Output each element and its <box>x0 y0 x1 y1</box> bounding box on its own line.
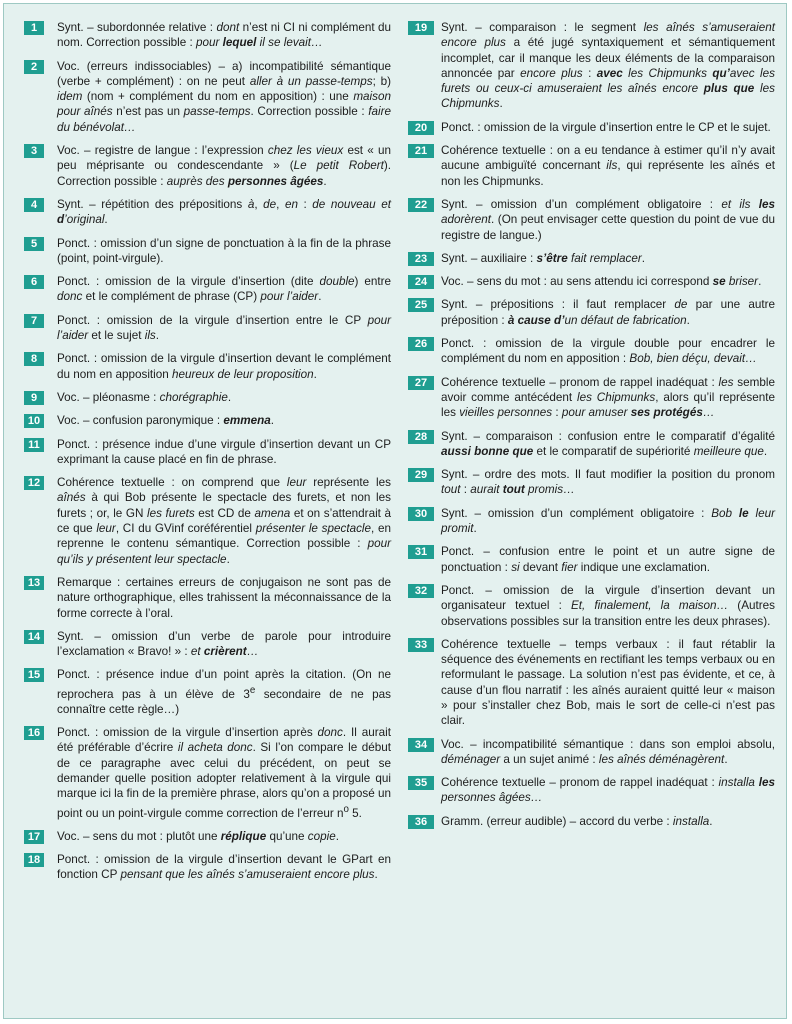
note-text: Voc. (erreurs indissociables) – a) incompatibilité sémantique (verbe + complément) : on ne peut aller à un passe-temps; b) idem (nom + complément du nom en apposition) : une maison pour aînés n’est pas un passe-temps. Correction possible : faire du bénévolat… <box>57 59 392 134</box>
note-text: Cohérence textuelle : on comprend que leur représente les aînés à qui Bob présente le spectacle des furets, et non les furets ; or, le GN les furets est CD de amena et on s’attendrait à ce que leur, CI du GVinf coréférentiel présenter le spectacle, en reprenne le contenu sémantique. Correction possible : pour qu’ils y présentent leur spectacle. <box>57 476 392 566</box>
note-number-badge: 25 <box>408 298 434 312</box>
note-item <box>408 737 775 768</box>
note-text: Ponct. : présence indue d’un point après la citation. (On ne reprochera pas à un élève de 3e secondaire de ne pas connaître cette règle…) <box>57 668 391 716</box>
note-text: Synt. – prépositions : il faut remplacer de par une autre préposition : à cause d’un défaut de fabrication. <box>441 298 775 327</box>
note-number-badge: 13 <box>24 576 44 590</box>
note-item <box>24 20 391 51</box>
note-number-badge: 16 <box>24 726 44 740</box>
note-item <box>408 336 775 367</box>
note-text: Synt. – omission d’un complément obligatoire : et ils les adorèrent. (On peut envisager cette question du point de vue du registre de langue.) <box>441 197 775 242</box>
note-number-badge: 22 <box>408 198 434 212</box>
note-text: Cohérence textuelle : on a eu tendance à estimer qu’il n’y avait aucune ambiguïté concernant ils, qui représente les aînés et non les Chipmunks. <box>441 144 775 188</box>
note-item <box>24 236 391 267</box>
note-item <box>408 544 775 575</box>
note-item <box>24 667 391 717</box>
note-text: Ponct. : omission d’un signe de ponctuation à la fin de la phrase (point, point-virgule). <box>57 236 391 265</box>
note-number-badge: 6 <box>24 275 44 289</box>
note-text: Synt. – subordonnée relative : dont n’est ni CI ni complément du nom. Correction possible : pour lequel il se levait… <box>57 21 392 50</box>
note-item <box>408 197 775 243</box>
corrections-panel <box>3 3 787 1019</box>
note-text: Voc. – incompatibilité sémantique : dans son emploi absolu, déménager a un sujet animé : les aînés déménagèrent. <box>441 737 775 766</box>
note-number-badge: 2 <box>24 60 44 74</box>
note-item <box>24 197 391 228</box>
note-item <box>24 575 391 621</box>
note-number-badge: 36 <box>408 815 434 829</box>
note-text: Remarque : certaines erreurs de conjugaison ne sont pas de nature orthographique, elles trahissent la méconnaissance de la forme correcte à l’oral. <box>57 575 391 620</box>
note-item <box>24 629 391 660</box>
note-text: Voc. – sens du mot : plutôt une réplique qu’une copie. <box>57 829 339 843</box>
note-item <box>408 429 775 460</box>
note-number-badge: 10 <box>24 414 44 428</box>
note-item <box>408 297 775 328</box>
note-text: Ponct. : présence indue d’une virgule d’insertion devant un CP exprimant la cause placé en fin de phrase. <box>57 437 391 466</box>
note-item <box>408 20 775 112</box>
note-item <box>408 583 775 629</box>
note-number-badge: 28 <box>408 430 434 444</box>
note-number-badge: 8 <box>24 352 44 366</box>
note-number-badge: 4 <box>24 198 44 212</box>
note-number-badge: 19 <box>408 21 434 35</box>
note-item <box>24 313 391 344</box>
note-number-badge: 33 <box>408 638 434 652</box>
note-number-badge: 31 <box>408 545 434 559</box>
note-number-badge: 15 <box>24 668 44 682</box>
note-text: Ponct. : omission de la virgule d’insertion après donc. Il aurait été préférable d’écrire il acheta donc. Si l’on compare le début de ce paragraphe avec celui du précédent, on peut se demander quelle position adopter relativement à la virgule qui marque ici la fin de la première phrase, alors qu’on a proposé un point ou un point-virgule comme correction de l’erreur $n^o$ 5. <box>57 726 391 820</box>
note-number-badge: 1 <box>24 21 44 35</box>
note-item <box>24 852 391 883</box>
note-text: Voc. – registre de langue : l’expression chez les vieux est « un peu méprisante ou condescendante » (Le petit Robert). Correction possible : auprès des personnes âgées. <box>57 144 392 188</box>
note-text: Synt. – répétition des prépositions à, de, en : de nouveau et d’original. <box>57 197 391 227</box>
note-text: Ponct. : omission de la virgule d’insertion (dite double) entre donc et le complément de phrase (CP) pour l’aider. <box>57 275 392 304</box>
note-item <box>24 437 391 468</box>
note-item <box>408 375 775 421</box>
note-text: Voc. – pléonasme : chorégraphie. <box>57 390 232 404</box>
note-number-badge: 5 <box>24 237 44 251</box>
note-item <box>24 143 391 189</box>
note-text: Ponct. : omission de la virgule d’insertion devant le complément du nom en apposition heureux de leur proposition. <box>57 352 391 381</box>
note-text: Synt. – auxiliaire : s’être fait remplacer. <box>441 251 645 265</box>
note-text: Ponct. : omission de la virgule d’insertion entre le CP pour l’aider et le sujet ils. <box>57 313 391 343</box>
note-text: Ponct. : omission de la virgule d’insertion devant le GPart en fonction CP pensant que les aînés s’amuseraient encore plus. <box>57 853 391 882</box>
note-text: Ponct. – omission de la virgule d’insertion devant un organisateur textuel : Et, finalement, la maison… (Autres observations possibles sur la transition entre les deux phrases). <box>441 583 775 628</box>
note-text: Cohérence textuelle – pronom de rappel inadéquat : les semble avoir comme antécédent les Chipmunks, alors qu’il représente les vieilles personnes : pour amuser ses protégés… <box>441 375 775 420</box>
note-text: Ponct. : omission de la virgule double pour encadrer le complément du nom en apposition : Bob, bien déçu, devait… <box>441 337 775 366</box>
note-number-badge: 20 <box>408 121 434 135</box>
note-number-badge: 17 <box>24 830 44 844</box>
note-text: Cohérence textuelle – pronom de rappel inadéquat : installa les personnes âgées… <box>441 776 775 805</box>
note-number-badge: 23 <box>408 252 434 266</box>
right-column <box>408 20 775 837</box>
note-text: Ponct. – confusion entre le point et un autre signe de ponctuation : si devant fier indique une exclamation. <box>441 545 775 574</box>
note-item <box>408 775 775 806</box>
note-item <box>408 467 775 498</box>
note-number-badge: 11 <box>24 438 44 452</box>
note-text: Voc. – sens du mot : au sens attendu ici correspond se briser. <box>441 275 762 289</box>
note-text: Gramm. (erreur audible) – accord du verbe : installa. <box>441 814 713 828</box>
note-text: Cohérence textuelle – temps verbaux : il faut rétablir la séquence des événements en rectifiant les temps verbaux ou en reformulant le passage. La solution n’est pas évidente, et ce, à cause d’un flou narratif : les aînés auraient quitté leur « maison » pour s’installer chez Bob, mais le sort de celle-ci n’est pas clair. <box>441 637 775 728</box>
note-item <box>408 814 775 829</box>
note-number-badge: 24 <box>408 275 434 289</box>
note-item <box>408 251 775 266</box>
note-number-badge: 35 <box>408 776 434 790</box>
note-item <box>408 637 775 729</box>
note-item <box>408 274 775 289</box>
note-item <box>24 475 391 567</box>
note-text: Voc. – confusion paronymique : emmena. <box>57 414 275 428</box>
note-number-badge: 9 <box>24 391 44 405</box>
note-item <box>24 59 391 135</box>
note-number-badge: 7 <box>24 314 44 328</box>
note-item <box>24 725 391 821</box>
note-item <box>24 413 391 428</box>
note-number-badge: 26 <box>408 337 434 351</box>
note-item <box>24 390 391 405</box>
note-number-badge: 18 <box>24 853 44 867</box>
note-text: Ponct. : omission de la virgule d’insertion entre le CP et le sujet. <box>441 120 771 134</box>
note-item <box>24 351 391 382</box>
note-number-badge: 14 <box>24 630 44 644</box>
note-number-badge: 27 <box>408 376 434 390</box>
note-number-badge: 3 <box>24 144 44 158</box>
note-item <box>24 274 391 305</box>
note-number-badge: 12 <box>24 476 44 490</box>
note-text: Synt. – omission d’un verbe de parole pour introduire l’exclamation « Bravo! » : et crièrent… <box>57 629 391 659</box>
left-column <box>24 20 391 891</box>
note-number-badge: 29 <box>408 468 434 482</box>
note-item <box>408 143 775 189</box>
note-item <box>408 506 775 537</box>
note-text: Synt. – ordre des mots. Il faut modifier la position du pronom tout : aurait tout promis… <box>441 468 775 497</box>
note-text: Synt. – omission d’un complément obligatoire : Bob le leur promit. <box>441 506 775 536</box>
note-number-badge: 32 <box>408 584 434 598</box>
note-item <box>24 829 391 844</box>
note-number-badge: 34 <box>408 738 434 752</box>
note-number-badge: 21 <box>408 144 434 158</box>
note-number-badge: 30 <box>408 507 434 521</box>
note-text: Synt. – comparaison : le segment les aînés s’amuseraient encore plus a été jugé syntaxiquement et sémantiquement incomplet, car il manque les deux éléments de la comparaison annoncée par encore plus : avec les Chipmunks qu’avec les furets ou ceux-ci amuseraient les aînés encore plus que les Chipmunks. <box>441 21 775 111</box>
note-item <box>408 120 775 135</box>
note-text: Synt. – comparaison : confusion entre le comparatif d’égalité aussi bonne que et le comparatif de supériorité meilleure que. <box>441 429 775 458</box>
